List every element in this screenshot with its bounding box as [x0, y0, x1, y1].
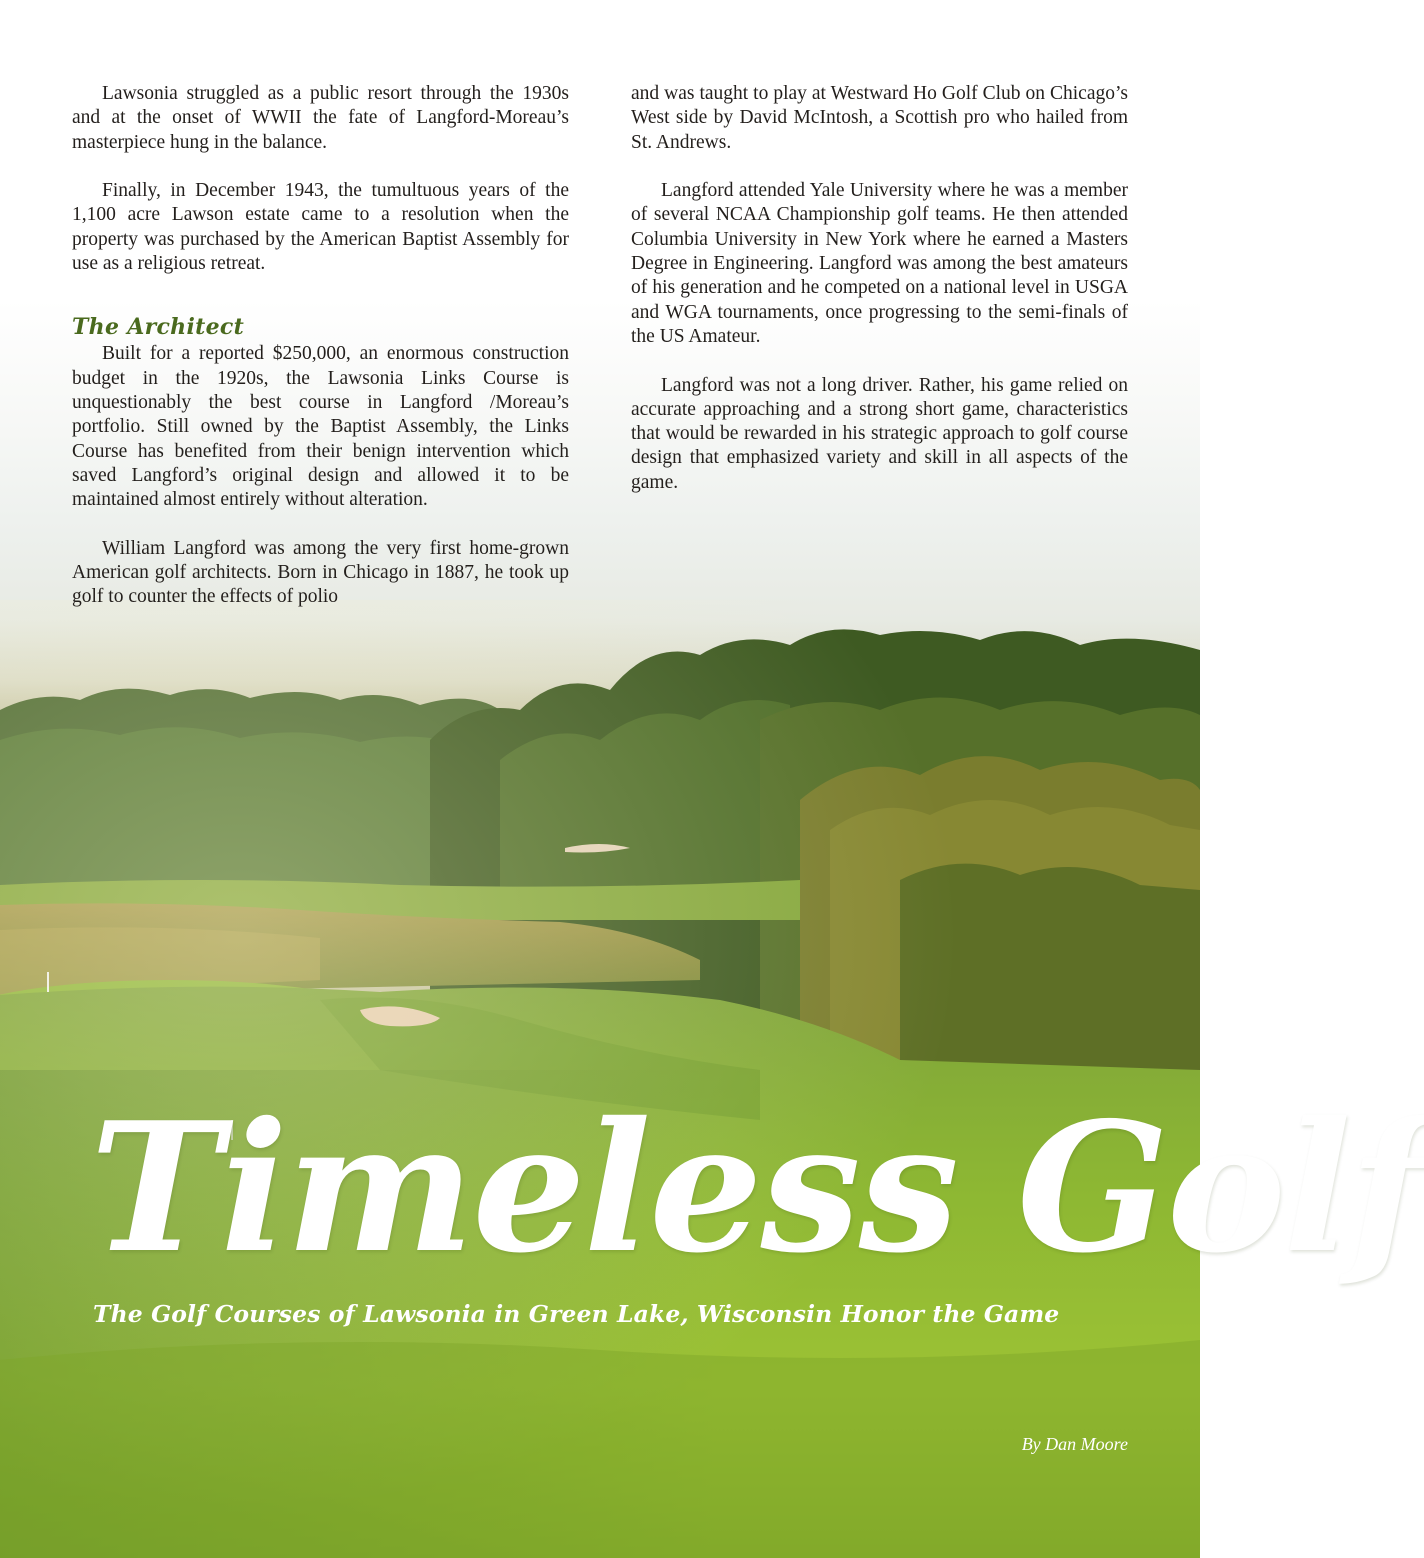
article-title: Timeless Golf	[90, 1083, 1424, 1292]
paragraph: Langford attended Yale University where he was a member of several NCAA Championship golf teams. He then attended Columbia University in New York where he earned a Masters Degree in Engineering. Langford was among the best amateurs of his generation and he competed on a national level in USGA and WGA tournaments, once progressing to the semi-finals of the US Amateur.	[631, 180, 1128, 347]
paragraph: William Langford was among the very first home-grown American golf architects. Born in Chicago in 1887, he took up golf to counter the effects of polio	[72, 537, 569, 608]
byline: By Dan Moore	[1021, 1434, 1128, 1454]
paragraph: Lawsonia struggled as a public resort through the 1930s and at the onset of WWII the fate of Langford-Moreau’s masterpiece hung in the balance.	[72, 83, 569, 153]
paragraph: Langford was not a long driver. Rather, his game relied on accurate approaching and a strong short game, characteristics that would be rewarded in his strategic approach to golf course design that emphasized variety and skill in all aspects of the game.	[631, 374, 1128, 493]
paragraph: Finally, in December 1943, the tumultuous years of the 1,100 acre Lawson estate came to a resolution when the property was purchased by the American Baptist Assembly for use as a religious retreat.	[72, 180, 569, 275]
paragraph: and was taught to play at Westward Ho Golf Club on Chicago’s West side by David McIntosh, a Scottish pro who hailed from St. Andrews.	[631, 83, 1128, 153]
right-text-column	[631, 82, 1128, 495]
section-heading: The Architect	[72, 314, 245, 341]
article-subtitle: The Golf Courses of Lawsonia in Green Lake, Wisconsin Honor the Game	[93, 1300, 1060, 1328]
left-text-column	[72, 82, 569, 610]
paragraph: Built for a reported $250,000, an enormous construction budget in the 1920s, the Lawsonia Links Course is unquestionably the best course in Langford /Moreau’s portfolio. Still owned by the Baptist Assembly, the Links Course has benefited from their benign intervention which saved Langford’s original design and allowed it to be maintained almost entirely without alteration.	[72, 343, 569, 511]
golf-course-photo	[0, 600, 1200, 1558]
